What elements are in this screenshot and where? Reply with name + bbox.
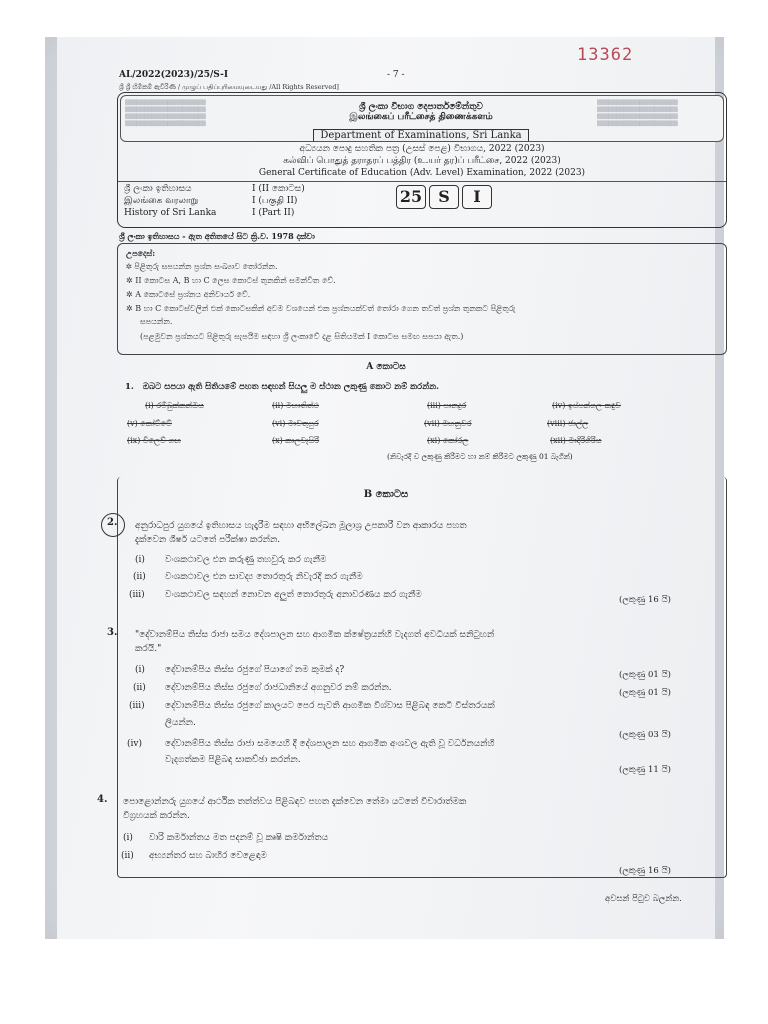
place-option: (vii) මහනුවර xyxy=(424,419,472,428)
instructions-heading: උපදෙස්: xyxy=(126,248,156,258)
instruction-item: (පළමුවන ප්‍රශ්නයට පිළිතුරු සැපයීම සඳහා ශ්‍රී ලංකාවේ දළ සිතියමක් I කොටස සමඟ සපයා ඇත.) xyxy=(140,332,464,341)
code-box: S xyxy=(429,185,459,209)
question-number: 2. xyxy=(107,517,118,528)
exam-paper xyxy=(57,37,715,939)
department-english: Department of Examinations, Sri Lanka xyxy=(313,129,528,142)
sub-text: වංශකථාවල එන සාවද්‍ය තොරතුරු නිවැරදි කර ගැනීම xyxy=(165,572,363,582)
sub-label: (ii) xyxy=(133,572,146,582)
department-name xyxy=(301,102,541,142)
question-text: පොළොන්නරු යුගයේ ආර්ථික තත්ත්වය පිළිබඳව පහත දැක්වෙන තේමා යටතේ විචාරාත්මක xyxy=(123,797,467,807)
section-a-marks: (නිවැරදි ව ලකුණු කිරීමට හා නම් කිරීමට ලකුණු 01 බැගින්) xyxy=(387,452,573,461)
place-option: (vi) මාවතුපුර xyxy=(272,419,319,428)
sub-text: දේවානම්පිය තිස්ස රජුගේ පියාගේ නම කුමක් ද? xyxy=(165,665,345,675)
subject-block xyxy=(124,183,364,219)
time-period-note: ශ්‍රී ලංකා ඉතිහාසය - ඇත අතිතයේ සිට ක්‍රි.ව. 1978 දක්වා xyxy=(119,231,315,241)
question-number: 4. xyxy=(97,794,108,805)
marks-label: (ලකුණු 16 යි) xyxy=(619,595,671,605)
marks-label: (ලකුණු 01 යි) xyxy=(619,688,671,698)
sub-label: (ii) xyxy=(133,683,146,693)
department-sinhala: ශ්‍රී ලංකා විභාග දෙපාර්තමේන්තුව xyxy=(359,102,483,112)
place-option: (x) කාලවැසිරි xyxy=(272,436,320,445)
code-box: I xyxy=(462,185,492,209)
question-number: 3. xyxy=(107,627,118,638)
instruction-item: ✲ පිළිතුරු සපයන්න ප්‍රශ්න සංඛ්‍යාව තෝරන්න. xyxy=(126,262,278,271)
sub-label: (i) xyxy=(135,665,145,675)
serial-number: 13362 xyxy=(577,45,634,65)
sub-text: අභ්‍යන්තර සහ බාහිර වෙළෙඳාම xyxy=(149,851,267,861)
watermark-right: ▒▒▒▒▒▒▒▒▒▒▒▒▒▒▒▒▒▒▒▒▒ ▒▒▒▒▒▒▒▒▒▒▒▒▒▒▒▒▒▒▒▒▒ ▒▒▒▒▒▒▒▒▒▒▒▒▒▒▒▒▒▒▒▒▒ ▒▒▒▒▒▒▒▒▒▒▒▒▒▒▒▒▒▒▒▒▒ xyxy=(597,100,678,127)
instruction-item: සපයන්න. xyxy=(140,317,173,326)
question-text: කරයි." xyxy=(135,644,162,654)
sub-label: (iv) xyxy=(127,739,142,749)
sub-label: (iii) xyxy=(129,701,145,711)
instruction-item: ✲ B හා C කොටස්වලින් එක් කොටසකින් අවම වශයෙන් එක ප්‍රශ්නයක්වත් තෝරා ගෙන තවත් ප්‍රශ්න තුනකට පිළිතුරු xyxy=(126,304,516,313)
sub-label: (i) xyxy=(135,555,145,565)
question-number: 1. xyxy=(125,382,134,392)
question-text: විග්‍රහයක් කරන්න. xyxy=(123,811,190,821)
page-number: - 7 - xyxy=(387,70,405,80)
department-tamil: இலங்கைப் பரீட்சைத் திணைக்களம் xyxy=(349,112,493,122)
sub-text: වංශකථාවල එන කරුණු තහවුරු කර ගැනීම xyxy=(165,555,327,565)
instructions-box xyxy=(117,243,727,355)
sub-text: වාරි කර්මාන්තය මත පදනම් වූ කෘෂි කර්මාන්තය xyxy=(149,833,329,843)
photo-background xyxy=(45,37,724,939)
marks-label: (ලකුණු 01 යි) xyxy=(619,670,671,680)
question-text: දැක්වෙන ශීර්ෂ යටතේ පරීක්ෂා කරන්න. xyxy=(135,535,281,545)
title-frame xyxy=(117,92,727,228)
question-1 xyxy=(125,382,439,392)
place-option: (xii) මාදිරිගිරිය xyxy=(550,436,602,445)
sub-label: (ii) xyxy=(121,851,134,861)
marks-label: (ලකුණු 16 යි) xyxy=(619,866,671,876)
section-b-title: B කොටස xyxy=(363,489,409,500)
sub-text: වැදගත්කම පිළිබඳ සාකච්ඡා කරන්න. xyxy=(165,755,301,765)
sub-text: වංශකථාවල සඳහන් නොවන අලුත් තොරතුරු අනාවරණය කර ගැනීම xyxy=(165,590,422,600)
paper-code: AL/2022(2023)/25/S-I xyxy=(119,70,229,80)
department-band xyxy=(120,95,724,142)
exam-title-sinhala: අධ්‍යයන පොදු සහතික පත්‍ර (උසස් පෙළ) විභාගය, 2022 (2023) xyxy=(299,144,545,154)
sub-label: (iii) xyxy=(129,590,145,600)
instruction-item: ✲ II කොටස A, B හා C ලෙස කොටස් තුනකින් සමන්විත වේ. xyxy=(126,276,336,285)
marks-label: (ලකුණු 03 යි) xyxy=(619,730,671,740)
place-option: (xi) කෝරල xyxy=(427,436,469,445)
subject-row: இலங்கை வரலாறு I (பகுதி II) xyxy=(124,196,298,206)
subject-row: History of Sri Lanka I (Part II) xyxy=(124,208,295,218)
exam-title xyxy=(118,143,726,179)
exam-title-english: General Certificate of Education (Adv. Level) Examination, 2022 (2023) xyxy=(258,168,586,178)
sub-text: දේවානම්පිය තිස්ස රාජා සමයෙහි දී දේශපාලන සහ ආගමික අංශවල ඇති වූ වර්ධනයන්හි xyxy=(165,739,495,749)
sub-text: දේවානම්පිය තිස්ස රජුගේ රාජධානියේ අගනුවර නම් කරන්න. xyxy=(165,683,392,693)
rights-line: ශ්‍රී ශ්‍රී හිමිකම් ඇවිරිණි / முழுப் பதிப்புரிமையுடையது /All Rights Reserved] xyxy=(119,83,339,91)
sub-label: (i) xyxy=(123,833,133,843)
marks-label: (ලකුණු 11 යි) xyxy=(619,765,671,775)
sub-text: දේවානම්පිය තිස්ස රජුගේ කාලයට පෙර පැවති ආගමික විශ්වාස පිළිබඳ කෙටි විස්තරයක් xyxy=(165,701,495,711)
subject-code-boxes xyxy=(396,185,492,209)
divider xyxy=(118,181,726,182)
place-option: (iii) පානදුර xyxy=(427,401,467,410)
place-option: (viii) ජාල්ල xyxy=(547,419,589,428)
watermark-left: ▒▒▒▒▒▒▒▒▒▒▒▒▒▒▒▒▒▒▒▒▒ ▒▒▒▒▒▒▒▒▒▒▒▒▒▒▒▒▒▒▒▒▒ ▒▒▒▒▒▒▒▒▒▒▒▒▒▒▒▒▒▒▒▒▒ ▒▒▒▒▒▒▒▒▒▒▒▒▒▒▒▒▒▒▒▒▒ xyxy=(125,100,206,127)
question-text: "දේවානම්පිය තිස්ස රාජා සමය දේශපාලන සහ ආගමික ක්ෂේත්‍රයන්හි වැදගත් අවධියක් සනිටුහන් xyxy=(135,630,495,640)
place-option: (iv) ඉප්පන්ගල කඳුව xyxy=(552,401,621,410)
exam-title-tamil: கல்விப் பொதுத் தராதரப் பத்திர (உ.யர் தர)ப் பரீட்சை, 2022 (2023) xyxy=(283,156,561,166)
sub-text: ලියන්න. xyxy=(165,718,196,728)
place-option: (i) රම්බුක්කන්ඔය xyxy=(145,401,204,410)
page-turn-note: අවසන් පිටුව බලන්න. xyxy=(605,894,682,904)
question-text: අනුරාධපුර යුගයේ ඉතිහාසය හැදෑරීම සඳහා අභිලේඛන මූලාශ්‍ර උපකාරී වන ආකාරය පහත xyxy=(135,521,467,531)
code-box: 25 xyxy=(396,185,426,209)
place-option: (ii) මහාතිත්ථ xyxy=(272,401,319,410)
instruction-item: ✲ A කොටසේ ප්‍රශ්නය අනිවාර්ය වේ. xyxy=(126,290,251,299)
place-option: (ix) විලෙව් ගඟ xyxy=(127,436,181,445)
place-option: (v) කෝට්ටේ xyxy=(127,419,172,428)
subject-row: ශ්‍රී ලංකා ඉතිහාසය I (II කොටස) xyxy=(124,184,305,194)
question-text: ඔබට සපයා ඇති සිතියමේ පහත සඳහන් සියලු ම ස්ථාන ලකුණු කොට නම් කරන්න. xyxy=(142,382,439,392)
section-a-title: A කොටස xyxy=(366,362,406,372)
